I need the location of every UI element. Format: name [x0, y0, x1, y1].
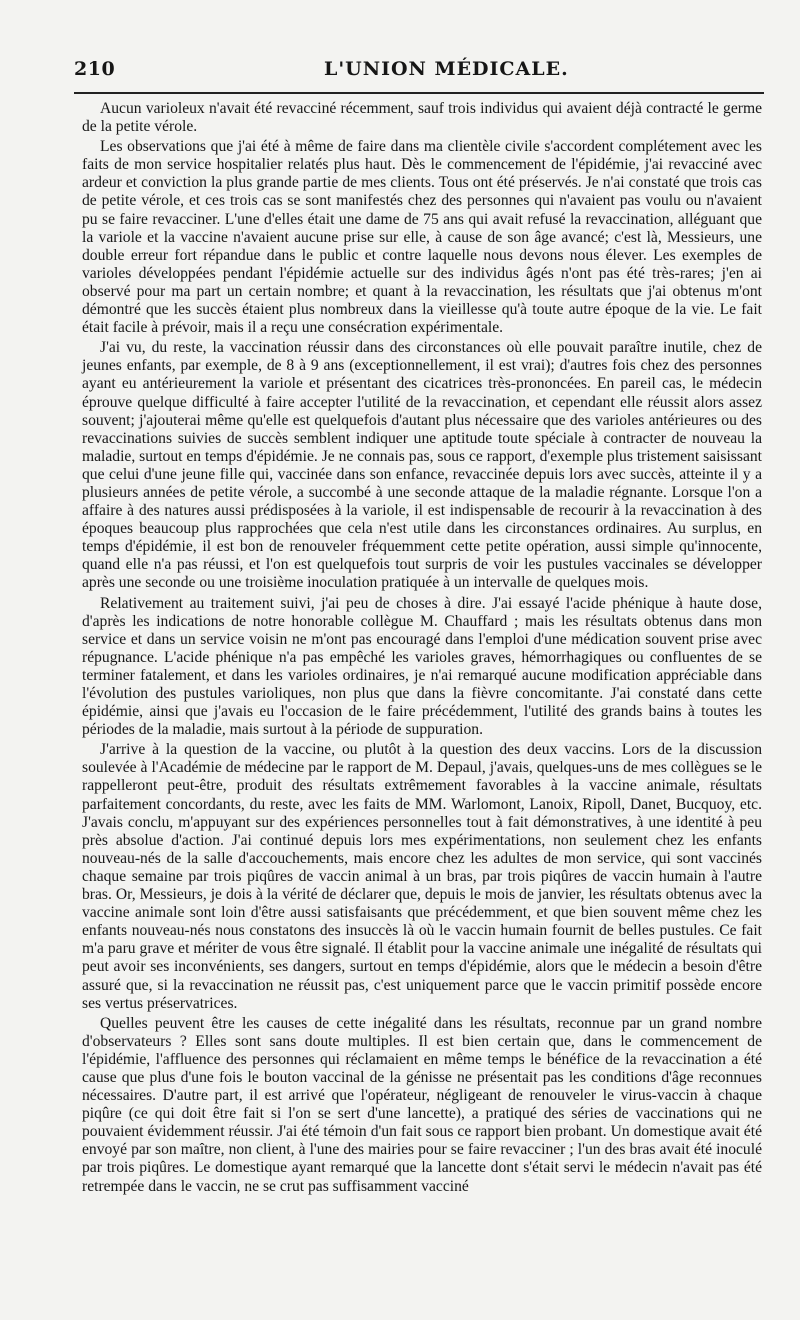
page-header: [74, 58, 764, 88]
paragraph: Quelles peuvent être les causes de cette inégalité dans les résultats, reconnue par un grand nombre d'observateurs ? Elles sont sans doute multiples. Il est bien certain que, dans le commencement de l'épidémie, l'affluence des personnes qui réclamaient en même temps le bénéfice de la revaccination a été cause que plus d'une fois le bouton vaccinal de la génisse ne présentait pas les conditions d'âge reconnues nécessaires. D'autre part, il est arrivé que l'opérateur, négligeant de renouveler le virus-vaccin à chaque piqûre (ce qui doit être fait si l'on se sert d'une lancette), a pratiqué des séries de vaccinations qui ne pouvaient évidemment réussir. J'ai été témoin d'un fait sous ce rapport bien probant. Un domestique avait été envoyé par son maître, non client, à l'une des mairies pour se faire revacciner ; l'un des bras avait été inoculé par trois piqûres. Le domestique ayant remarqué que la lancette dont s'était servi le médecin n'avait pas été retrempée dans le vaccin, ne se crut pas suffisamment vacciné: [82, 1014, 762, 1195]
paragraph: J'arrive à la question de la vaccine, ou plutôt à la question des deux vaccins. Lors de la discussion soulevée à l'Académie de médecine par le rapport de M. Depaul, j'avais, quelques-uns de mes collègues se le rappelleront peut-être, produit des résultats extrêmement favorables à la vaccine animale, résultats parfaitement concordants, du reste, avec les faits de MM. Warlomont, Lanoix, Ripoll, Danet, Bucquoy, etc. J'avais conclu, m'appuyant sur des expériences personnelles tout à fait démonstratives, à une identité à peu près absolue d'action. J'ai continué depuis lors mes expérimentations, non seulement chez les enfants nouveau-nés de la salle d'accouchements, mais encore chez les adultes de mon service, qui sont vaccinés chaque semaine par trois piqûres de vaccin animal à un bras, par trois piqûres de vaccin humain à l'autre bras. Or, Messieurs, je dois à la vérité de déclarer que, depuis le mois de janvier, les résultats obtenus avec la vaccine animale sont loin d'être aussi satisfaisants que précédemment, et que bien souvent même chez les enfants nouveau-nés nous constatons des insuccès là où le vaccin humain fournit de belles pustules. Ce fait m'a paru grave et mériter de vous être signalé. Il établit pour la vaccine animale une inégalité de résultats qui peut avoir ses inconvénients, ses dangers, surtout en temps d'épidémie, alors que le médecin a besoin d'être assuré que, si la revaccination ne réussit pas, c'est uniquement parce que le vaccin primitif possède encore ses vertus préservatrices.: [82, 741, 762, 1012]
paragraph: Relativement au traitement suivi, j'ai peu de choses à dire. J'ai essayé l'acide phénique à haute dose, d'après les indications de notre honorable collègue M. Chauffard ; mais les résultats obtenus dans mon service et dans un service voisin ne m'ont pas encouragé dans l'emploi d'une médication souvent prise avec répugnance. L'acide phénique n'a pas empêché les varioles graves, hémorrhagiques ou confluentes de se terminer fatalement, et dans les varioles ordinaires, je n'ai remarqué aucune modification appréciable dans l'évolution des pustules varioliques, non plus que dans la fièvre concomitante. J'ai constaté dans cette épidémie, ainsi que j'avais eu l'occasion de le faire précédemment, l'utilité des grands bains à toutes les périodes de la maladie, mais surtout à la période de suppuration.: [82, 594, 762, 739]
paragraph: Aucun varioleux n'avait été revacciné récemment, sauf trois individus qui avaient déjà contracté le germe de la petite vérole.: [82, 100, 762, 136]
running-title: L'UNION MÉDICALE.: [324, 58, 569, 80]
page-number: 210: [74, 58, 116, 80]
paragraph: Les observations que j'ai été à même de faire dans ma clientèle civile s'accordent complétement avec les faits de mon service hospitalier relatés plus haut. Dès le commencement de l'épidémie, j'ai revacciné avec ardeur et conviction la plus grande partie de mes clients. Tous ont été préservés. Je n'ai constaté que trois cas de petite vérole, et ces trois cas se sont manifestés chez des personnes qui n'avaient pas voulu ou n'avaient pu se faire revacciner. L'une d'elles était une dame de 75 ans qui avait refusé la revaccination, alléguant que la variole et la vaccine n'avaient aucune prise sur elle, à cause de son âge avancé; c'est là, Messieurs, une double erreur fort répandue dans le public et contre laquelle nous devons nous élever. Les exemples de varioles développées pendant l'épidémie actuelle sur des individus âgés n'ont pas été très-rares; j'en ai observé pour ma part un certain nombre; et quant à la revaccination, les résultats que j'ai obtenus m'ont démontré que les succès étaient plus nombreux dans la vieillesse qu'à toute autre époque de la vie. Le fait était facile à prévoir, mais il a reçu une consécration expérimentale.: [82, 138, 762, 337]
paragraph: J'ai vu, du reste, la vaccination réussir dans des circonstances où elle pouvait paraître inutile, chez de jeunes enfants, par exemple, de 8 à 9 ans (exceptionnellement, il est vrai); d'autres fois chez des personnes ayant eu antérieurement la variole et présentant des cicatrices très-prononcées. En pareil cas, le médecin éprouve quelque difficulté à faire accepter l'utilité de la revaccination, et cependant elle réussit alors assez souvent; j'ajouterai même qu'elle est quelquefois d'autant plus nécessaire que des varioles antérieures ou des revaccinations suivies de succès semblent indiquer une aptitude toute spéciale à contracter de nouveau la maladie, surtout en temps d'épidémie. Je ne connais pas, sous ce rapport, d'exemple plus tristement saisissant que celui d'une jeune fille qui, vaccinée dans son enfance, revaccinée depuis lors avec succès, atteinte il y a plusieurs années de petite vérole, a succombé à une seconde attaque de la maladie régnante. Lorsque l'on a affaire à des natures aussi prédisposées à la variole, il est indispensable de recourir à la revaccination à des époques beaucoup plus rapprochées que cela n'est utile dans les circonstances ordinaires. Au surplus, en temps d'épidémie, il est bon de renouveler fréquemment cette petite opération, aussi simple qu'innocente, quand elle n'a pas réussi, et l'on est quelquefois tout surpris de voir les pustules vaccinales se développer après une seconde ou une troisième inoculation pratiquée à un intervalle de quelques mois.: [82, 339, 762, 592]
article-body: [82, 100, 762, 1300]
header-rule: [74, 92, 764, 94]
